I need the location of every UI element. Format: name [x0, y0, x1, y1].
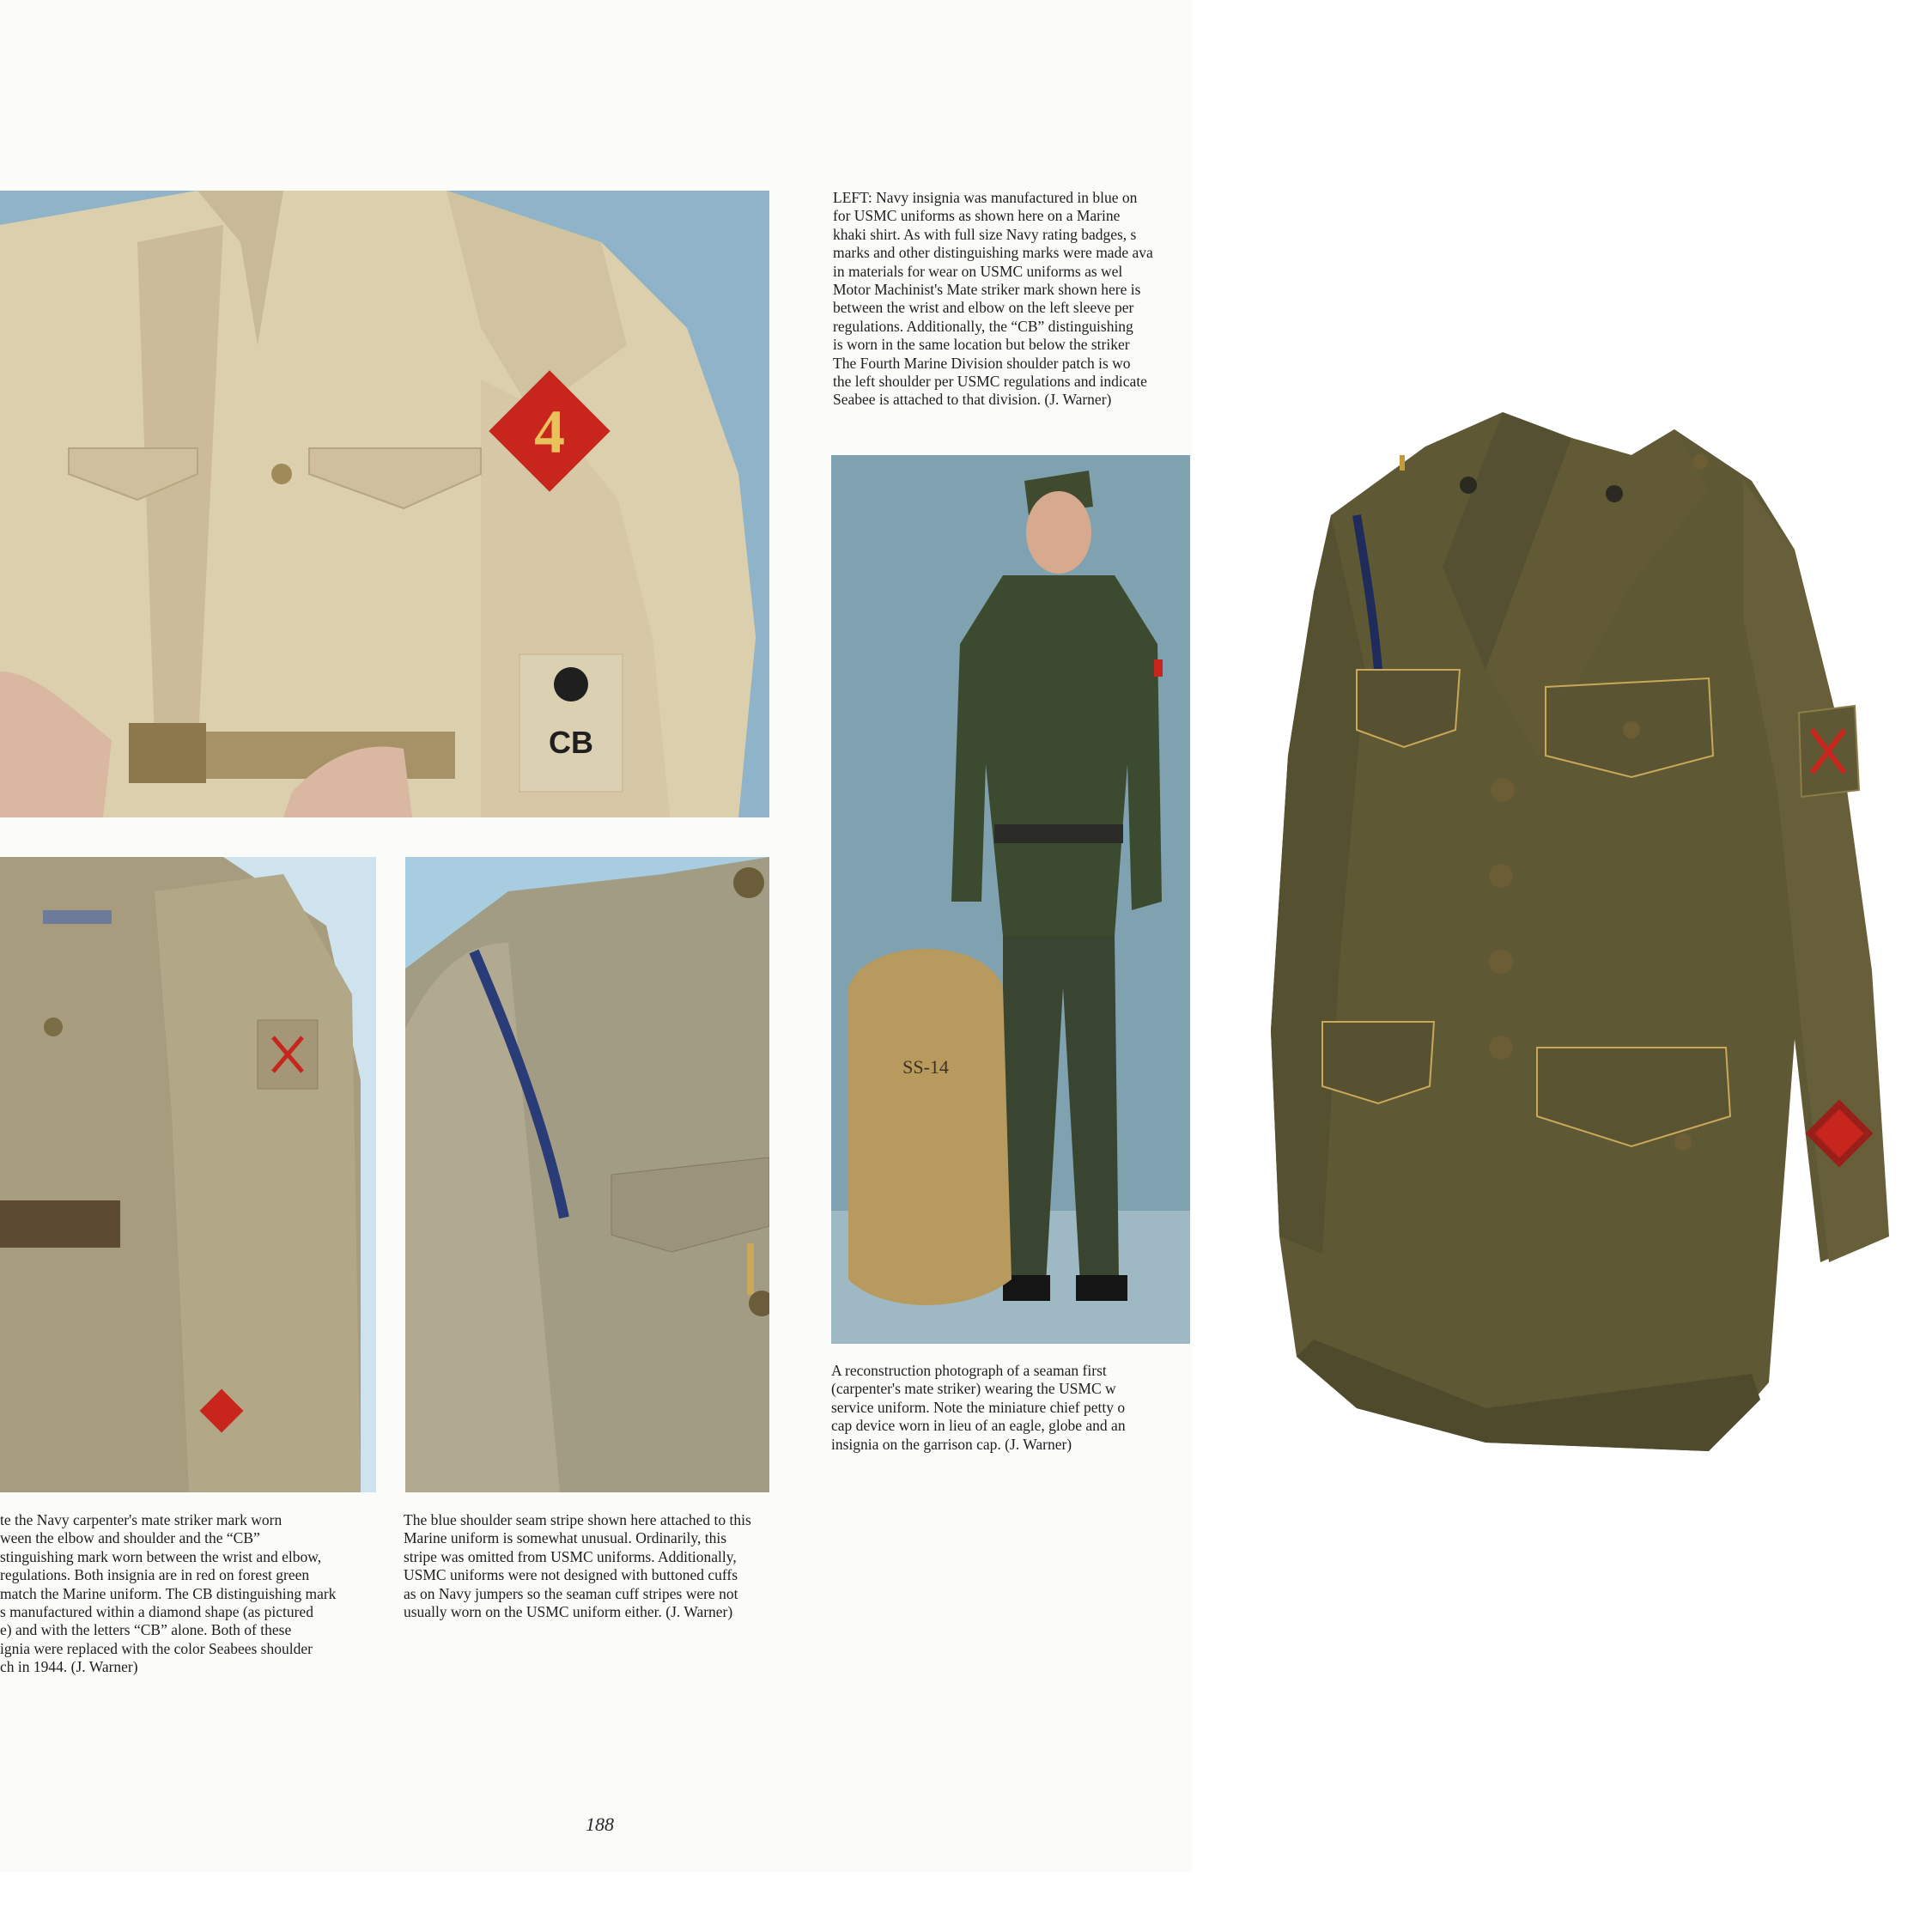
cb-patch-letters: CB [549, 725, 593, 760]
duffel-bag-stencil: SS-14 [902, 1056, 949, 1078]
caption-bottom-middle: The blue shoulder seam stripe shown here attached to this Marine uniform is somewhat unusual. Ordinarily, this stripe was omitted from USMC uniforms. Additionally, USMC uniforms were not designed with buttoned cuffs as on Navy jumpers so the seaman cuff stripes were not usually worn on the USMC uniform either. (J. Warner) [404, 1511, 751, 1621]
division-patch-number: 4 [534, 398, 565, 466]
photo-seaman-reconstruction [831, 455, 1190, 1344]
photo-green-jacket [1228, 309, 1915, 1511]
caption-top-right: LEFT: Navy insignia was manufactured in blue on for USMC uniforms as shown here on a Marine khaki shirt. As with full size Navy rating badges, s marks and other distinguishing marks were made ava in materials for wear on USMC uniforms as wel Motor Machinist's Mate striker mark shown here is between the wrist and elbow on the left sleeve per regulations. Additionally, the “CB” distinguishing is worn in the same location but below the striker The Fourth Marine Division shoulder patch is wo the left shoulder per USMC regulations and indicate Seabee is attached to that division. (J. Warner) [833, 189, 1153, 409]
photo-khaki-shirt [0, 191, 769, 817]
caption-seaman: A reconstruction photograph of a seaman first (carpenter's mate striker) wearing the USMC w service uniform. Note the miniature chief petty o cap device worn in lieu of an eagle, globe and an insignia on the garrison cap. (J. Warner) [831, 1362, 1126, 1453]
photo-green-sleeve [0, 857, 376, 1492]
photo-blue-shoulder-stripe [405, 857, 769, 1492]
caption-bottom-left: te the Navy carpenter's mate striker mark worn ween the elbow and shoulder and the “CB” stinguishing mark worn between the wrist and elbow, regulations. Both insignia are in red on forest green match the Marine uniform. The CB distinguishing mark s manufactured within a diamond shape (as pictured e) and with the letters “CB” alone. Both of these ignia were replaced with the color Seabees shoulder ch in 1944. (J. Warner) [0, 1511, 337, 1676]
page-number: 188 [586, 1814, 614, 1835]
